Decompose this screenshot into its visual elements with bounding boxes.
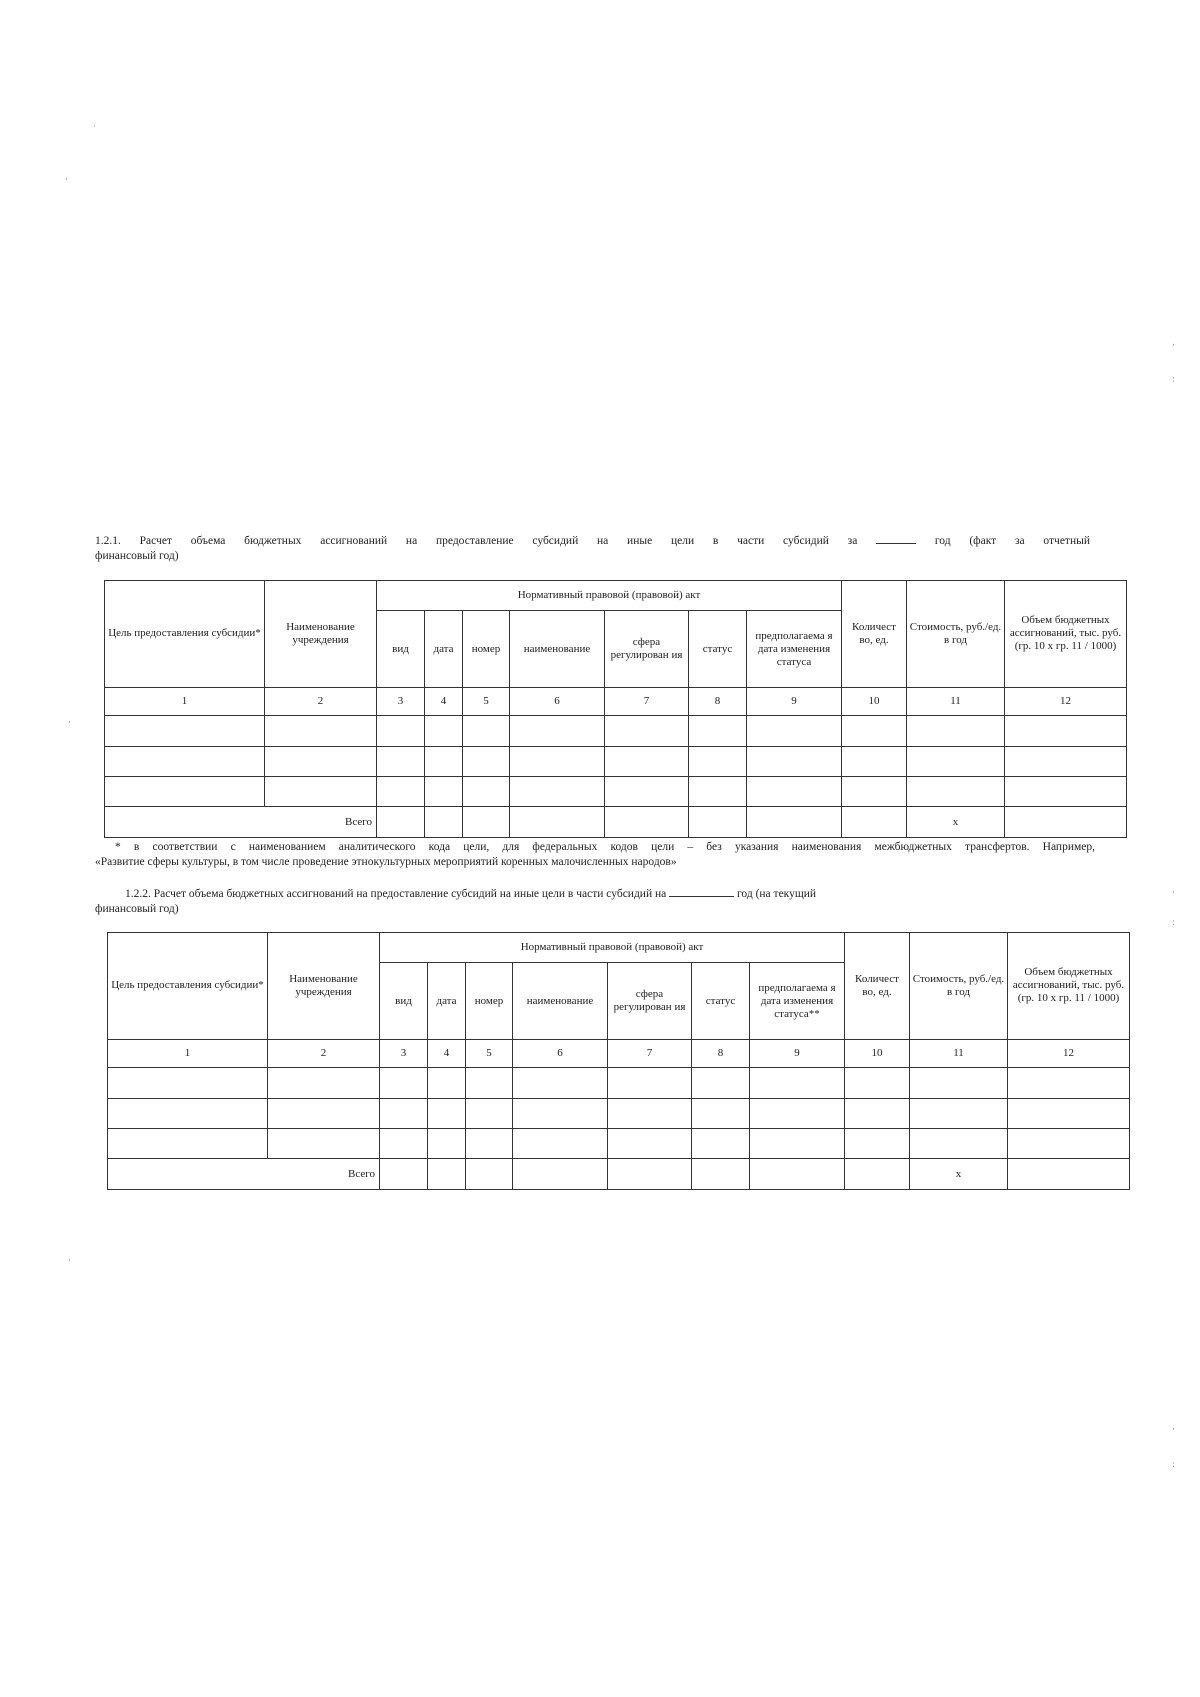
scan-speck: · bbox=[93, 122, 96, 132]
empty-cell[interactable] bbox=[108, 1098, 268, 1128]
empty-cell[interactable] bbox=[907, 746, 1005, 776]
col-num: 10 bbox=[842, 687, 907, 715]
column-number-row bbox=[108, 1039, 1130, 1067]
header-date: дата bbox=[425, 611, 463, 687]
empty-cell[interactable] bbox=[747, 716, 842, 746]
header-act-group: Нормативный правовой (правовой) акт bbox=[377, 581, 842, 611]
col-num: 5 bbox=[463, 687, 510, 715]
header-type: вид bbox=[380, 963, 428, 1039]
empty-cell[interactable] bbox=[513, 1068, 608, 1098]
empty-cell[interactable] bbox=[692, 1098, 750, 1128]
empty-cell[interactable] bbox=[466, 1098, 513, 1128]
empty-cell[interactable] bbox=[747, 777, 842, 807]
header-expected-date: предполагаема я дата изменения статуса bbox=[747, 611, 842, 687]
table-row bbox=[105, 716, 1127, 746]
section-1-title bbox=[95, 533, 1090, 564]
empty-cell[interactable] bbox=[513, 1159, 608, 1190]
empty-cell[interactable] bbox=[380, 1098, 428, 1128]
empty-cell[interactable] bbox=[910, 1068, 1008, 1098]
empty-cell[interactable] bbox=[425, 807, 463, 838]
header-volume: Объем бюджетных ассигнований, тыс. руб. (гр. 10 x гр. 11 / 1000) bbox=[1008, 933, 1130, 1040]
col-num: 2 bbox=[268, 1039, 380, 1067]
empty-cell[interactable] bbox=[510, 746, 605, 776]
empty-cell[interactable] bbox=[747, 807, 842, 838]
empty-cell[interactable] bbox=[692, 1159, 750, 1190]
empty-cell[interactable] bbox=[608, 1129, 692, 1159]
empty-cell[interactable] bbox=[268, 1129, 380, 1159]
section-1-title-text: 1.2.1. Расчет объема бюджетных ассигнований на предоставление субсидий на иные цели в части субсидий за bbox=[95, 535, 858, 547]
total-label: Всего bbox=[108, 1159, 380, 1190]
empty-cell[interactable] bbox=[750, 1129, 845, 1159]
header-number: номер bbox=[466, 963, 513, 1039]
empty-cell[interactable] bbox=[380, 1068, 428, 1098]
header-status: статус bbox=[692, 963, 750, 1039]
empty-cell[interactable] bbox=[842, 777, 907, 807]
empty-cell[interactable] bbox=[105, 777, 265, 807]
empty-cell[interactable] bbox=[605, 807, 689, 838]
empty-cell[interactable] bbox=[1005, 777, 1127, 807]
table-row bbox=[108, 1098, 1130, 1128]
header-status: статус bbox=[689, 611, 747, 687]
section-2-title-line2: финансовый год) bbox=[95, 903, 179, 915]
col-num: 1 bbox=[105, 687, 265, 715]
empty-cell[interactable] bbox=[689, 777, 747, 807]
empty-cell[interactable] bbox=[845, 1129, 910, 1159]
empty-cell[interactable] bbox=[605, 716, 689, 746]
empty-cell[interactable] bbox=[842, 716, 907, 746]
empty-cell[interactable] bbox=[425, 777, 463, 807]
col-num: 3 bbox=[377, 687, 425, 715]
empty-cell[interactable] bbox=[380, 1129, 428, 1159]
empty-cell[interactable] bbox=[608, 1159, 692, 1190]
empty-cell[interactable] bbox=[750, 1098, 845, 1128]
section-2-title bbox=[95, 886, 1090, 917]
col-num: 10 bbox=[845, 1039, 910, 1067]
empty-cell[interactable] bbox=[466, 1159, 513, 1190]
empty-cell[interactable] bbox=[377, 716, 425, 746]
empty-cell[interactable] bbox=[428, 1129, 466, 1159]
empty-cell[interactable] bbox=[377, 746, 425, 776]
col-num: 9 bbox=[750, 1039, 845, 1067]
empty-cell[interactable] bbox=[510, 807, 605, 838]
empty-cell[interactable] bbox=[750, 1159, 845, 1190]
header-scope: сфера регулирован ия bbox=[605, 611, 689, 687]
total-label: Всего bbox=[105, 807, 377, 838]
col-num: 4 bbox=[425, 687, 463, 715]
footnote bbox=[95, 840, 1095, 870]
empty-cell[interactable] bbox=[907, 777, 1005, 807]
col-num: 7 bbox=[608, 1039, 692, 1067]
scan-speck: , bbox=[65, 172, 68, 182]
section-2-title-text: 1.2.2. Расчет объема бюджетных ассигнований на предоставление субсидий на иные цели в части субсидий на bbox=[125, 888, 667, 900]
col-num: 2 bbox=[265, 687, 377, 715]
column-number-row bbox=[105, 687, 1127, 715]
footnote-line-1: * в соответствии с наименованием аналитического кода цели, для федеральных кодов цели – без указания наименования межбюджетных трансфертов. Например, bbox=[115, 841, 1095, 853]
table-2 bbox=[107, 932, 1130, 1190]
section-2-title-text-2: год (на текущий bbox=[737, 888, 817, 900]
empty-cell[interactable] bbox=[1008, 1098, 1130, 1128]
section-1-title-text-2: год (факт за отчетный bbox=[934, 535, 1090, 547]
col-num: 12 bbox=[1008, 1039, 1130, 1067]
empty-cell[interactable] bbox=[910, 1098, 1008, 1128]
empty-cell[interactable] bbox=[907, 716, 1005, 746]
table-1 bbox=[104, 580, 1127, 838]
header-name: наименование bbox=[513, 963, 608, 1039]
empty-cell[interactable] bbox=[268, 1068, 380, 1098]
col-num: 3 bbox=[380, 1039, 428, 1067]
scan-speck: : bbox=[1172, 918, 1176, 928]
empty-cell[interactable] bbox=[108, 1068, 268, 1098]
scan-speck: , bbox=[1172, 885, 1175, 895]
scan-speck: , bbox=[68, 715, 71, 725]
col-num: 12 bbox=[1005, 687, 1127, 715]
header-goal: Цель предоставления субсидии* bbox=[105, 581, 265, 688]
empty-cell[interactable] bbox=[1008, 1068, 1130, 1098]
empty-cell[interactable] bbox=[265, 777, 377, 807]
total-cost-cell: x bbox=[907, 807, 1005, 838]
year-blank bbox=[669, 886, 734, 897]
empty-cell[interactable] bbox=[466, 1129, 513, 1159]
col-num: 7 bbox=[605, 687, 689, 715]
col-num: 8 bbox=[692, 1039, 750, 1067]
header-act-group: Нормативный правовой (правовой) акт bbox=[380, 933, 845, 963]
empty-cell[interactable] bbox=[425, 746, 463, 776]
empty-cell[interactable] bbox=[605, 777, 689, 807]
empty-cell[interactable] bbox=[513, 1129, 608, 1159]
empty-cell[interactable] bbox=[466, 1068, 513, 1098]
empty-cell[interactable] bbox=[692, 1129, 750, 1159]
empty-cell[interactable] bbox=[425, 716, 463, 746]
empty-cell[interactable] bbox=[510, 777, 605, 807]
header-institution: Наименование учреждения bbox=[265, 581, 377, 688]
empty-cell[interactable] bbox=[463, 807, 510, 838]
empty-cell[interactable] bbox=[842, 746, 907, 776]
header-date: дата bbox=[428, 963, 466, 1039]
col-num: 8 bbox=[689, 687, 747, 715]
col-num: 6 bbox=[510, 687, 605, 715]
empty-cell[interactable] bbox=[108, 1129, 268, 1159]
empty-cell[interactable] bbox=[750, 1068, 845, 1098]
empty-cell[interactable] bbox=[845, 1159, 910, 1190]
col-num: 11 bbox=[910, 1039, 1008, 1067]
empty-cell[interactable] bbox=[463, 746, 510, 776]
empty-cell[interactable] bbox=[105, 716, 265, 746]
empty-cell[interactable] bbox=[268, 1098, 380, 1128]
scan-speck: , bbox=[1172, 1422, 1175, 1432]
header-number: номер bbox=[463, 611, 510, 687]
footnote-line-2: «Развитие сферы культуры, в том числе проведение этнокультурных мероприятий коренных малочисленных народов» bbox=[95, 856, 677, 868]
empty-cell[interactable] bbox=[845, 1068, 910, 1098]
header-quantity: Количест во, ед. bbox=[845, 933, 910, 1040]
empty-cell[interactable] bbox=[608, 1068, 692, 1098]
header-type: вид bbox=[377, 611, 425, 687]
empty-cell[interactable] bbox=[428, 1068, 466, 1098]
scan-speck: , bbox=[68, 1253, 71, 1263]
col-num: 9 bbox=[747, 687, 842, 715]
total-cost-cell: x bbox=[910, 1159, 1008, 1190]
empty-cell[interactable] bbox=[692, 1068, 750, 1098]
empty-cell[interactable] bbox=[689, 807, 747, 838]
empty-cell[interactable] bbox=[265, 716, 377, 746]
empty-cell[interactable] bbox=[689, 746, 747, 776]
header-expected-date: предполагаема я дата изменения статуса** bbox=[750, 963, 845, 1039]
empty-cell[interactable] bbox=[1005, 807, 1127, 838]
empty-cell[interactable] bbox=[380, 1159, 428, 1190]
empty-cell[interactable] bbox=[428, 1098, 466, 1128]
header-quantity: Количест во, ед. bbox=[842, 581, 907, 688]
scan-speck: : bbox=[1172, 375, 1176, 385]
header-institution: Наименование учреждения bbox=[268, 933, 380, 1040]
empty-cell[interactable] bbox=[845, 1098, 910, 1128]
header-volume: Объем бюджетных ассигнований, тыс. руб. (гр. 10 x гр. 11 / 1000) bbox=[1005, 581, 1127, 688]
empty-cell[interactable] bbox=[265, 746, 377, 776]
year-blank bbox=[876, 533, 916, 544]
table-row bbox=[108, 1068, 1130, 1098]
empty-cell[interactable] bbox=[463, 777, 510, 807]
scan-speck: , bbox=[1172, 338, 1175, 348]
col-num: 1 bbox=[108, 1039, 268, 1067]
section-1-title-line2: финансовый год) bbox=[95, 550, 179, 562]
empty-cell[interactable] bbox=[608, 1098, 692, 1128]
empty-cell[interactable] bbox=[842, 807, 907, 838]
header-scope: сфера регулирован ия bbox=[608, 963, 692, 1039]
empty-cell[interactable] bbox=[1008, 1129, 1130, 1159]
empty-cell[interactable] bbox=[747, 746, 842, 776]
table-row bbox=[108, 1129, 1130, 1159]
empty-cell[interactable] bbox=[1005, 746, 1127, 776]
col-num: 4 bbox=[428, 1039, 466, 1067]
scan-speck: : bbox=[1172, 1460, 1176, 1470]
empty-cell[interactable] bbox=[105, 746, 265, 776]
col-num: 6 bbox=[513, 1039, 608, 1067]
header-name: наименование bbox=[510, 611, 605, 687]
empty-cell[interactable] bbox=[510, 716, 605, 746]
empty-cell[interactable] bbox=[689, 716, 747, 746]
total-row bbox=[108, 1159, 1130, 1190]
total-row bbox=[105, 807, 1127, 838]
table-row bbox=[105, 746, 1127, 776]
header-cost: Стоимость, руб./ед. в год bbox=[907, 581, 1005, 688]
empty-cell[interactable] bbox=[428, 1159, 466, 1190]
empty-cell[interactable] bbox=[377, 807, 425, 838]
empty-cell[interactable] bbox=[605, 746, 689, 776]
empty-cell[interactable] bbox=[910, 1129, 1008, 1159]
empty-cell[interactable] bbox=[513, 1098, 608, 1128]
table-row bbox=[105, 777, 1127, 807]
empty-cell[interactable] bbox=[1008, 1159, 1130, 1190]
empty-cell[interactable] bbox=[1005, 716, 1127, 746]
empty-cell[interactable] bbox=[463, 716, 510, 746]
col-num: 11 bbox=[907, 687, 1005, 715]
header-goal: Цель предоставления субсидии* bbox=[108, 933, 268, 1040]
header-cost: Стоимость, руб./ед. в год bbox=[910, 933, 1008, 1040]
empty-cell[interactable] bbox=[377, 777, 425, 807]
col-num: 5 bbox=[466, 1039, 513, 1067]
